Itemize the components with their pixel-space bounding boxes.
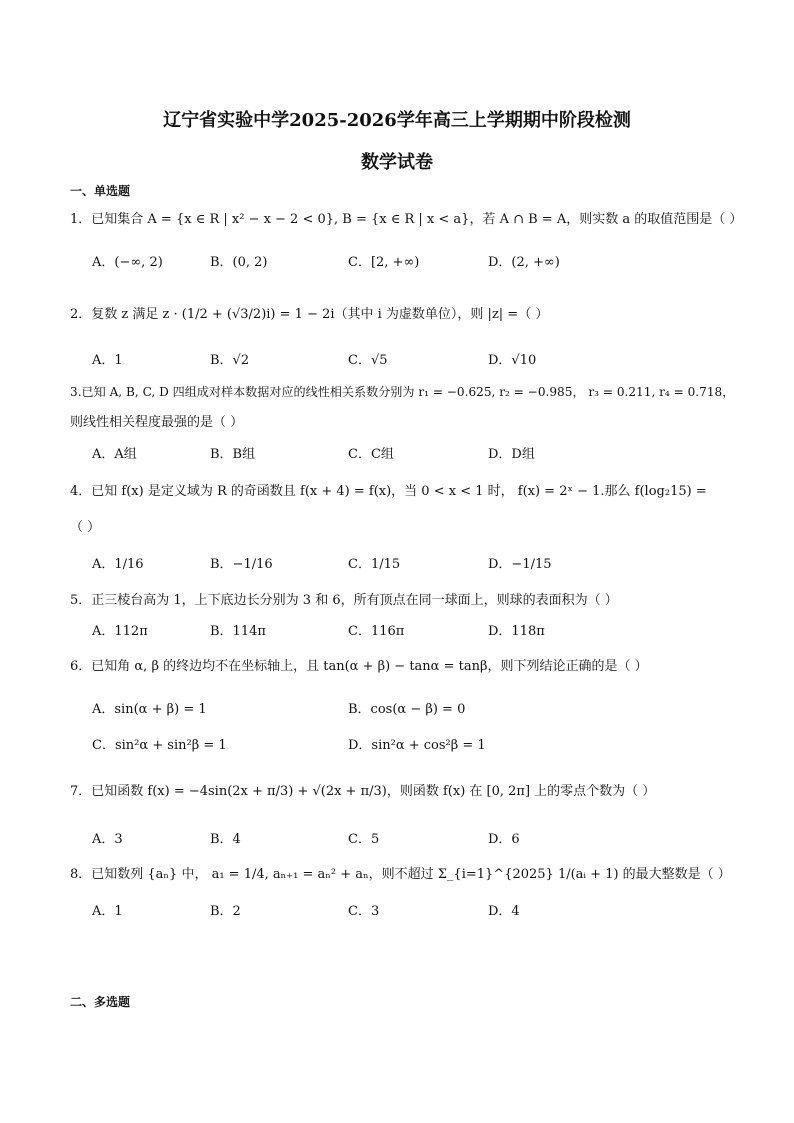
question-1-option-b: B．(0, 2) bbox=[210, 255, 268, 270]
question-3-option-b: B．B组 bbox=[210, 447, 256, 462]
question-4-stem-continued: （ ） bbox=[70, 520, 101, 535]
question-6-stem: 6．已知角 α, β 的终边均不在坐标轴上，且 tan(α + β) − tanα = tanβ，则下列结论正确的是（ ） bbox=[70, 659, 648, 674]
question-2-stem: 2．复数 z 满足 z · (1/2 + (√3/2)i) = 1 − 2i（其中 i 为虚数单位），则 |z| =（ ） bbox=[70, 307, 549, 322]
question-6-option-c: C．sin²α + sin²β = 1 bbox=[92, 738, 227, 753]
question-4-option-a: A．1/16 bbox=[92, 557, 144, 572]
question-2-option-b: B．√2 bbox=[210, 353, 250, 368]
question-2-option-d: D．√10 bbox=[488, 353, 537, 368]
question-5-stem: 5．正三棱台高为 1，上下底边长分别为 3 和 6，所有顶点在同一球面上，则球的表面积为（ ） bbox=[70, 593, 618, 608]
question-8-option-b: B．2 bbox=[210, 904, 241, 919]
question-1-option-a: A．(−∞, 2) bbox=[92, 255, 163, 270]
question-1-option-c: C．[2, +∞) bbox=[348, 255, 420, 270]
question-3-stem: 3.已知 A, B, C, D 四组成对样本数据对应的线性相关系数分别为 r₁ = −0.625, r₂ = −0.985， r₃ = 0.211, r₄ = 0.718， bbox=[70, 385, 735, 399]
question-2-option-c: C．√5 bbox=[348, 353, 388, 368]
question-4-option-b: B．−1/16 bbox=[210, 557, 273, 572]
question-8-option-a: A．1 bbox=[92, 904, 123, 919]
question-3-option-a: A．A组 bbox=[92, 447, 137, 462]
question-8-option-c: C．3 bbox=[348, 904, 380, 919]
question-6-option-d: D．sin²α + cos²β = 1 bbox=[348, 738, 486, 753]
question-1-stem: 1．已知集合 A = {x ∈ R | x² − x − 2 < 0}, B = {x ∈ R | x < a}，若 A ∩ B = A，则实数 a 的取值范围是（ ） bbox=[70, 212, 743, 227]
question-3-option-c: C．C组 bbox=[348, 447, 394, 462]
question-8-stem: 8．已知数列 {aₙ} 中， a₁ = 1/4, aₙ₊₁ = aₙ² + aₙ，则不超过 Σ_{i=1}^{2025} 1/(aᵢ + 1) 的最大整数是（ ） bbox=[70, 867, 731, 882]
question-4-stem: 4．已知 f(x) 是定义域为 R 的奇函数且 f(x + 4) = f(x)，当 0 < x < 1 时， f(x) = 2ˣ − 1.那么 f(log₂15) = bbox=[70, 484, 707, 499]
question-5-option-b: B．114π bbox=[210, 624, 266, 639]
question-4-option-c: C．1/15 bbox=[348, 557, 401, 572]
exam-title: 辽宁省实验中学2025-2026学年高三上学期期中阶段检测 bbox=[163, 110, 631, 131]
question-1-option-d: D．(2, +∞) bbox=[488, 255, 560, 270]
question-7-stem: 7．已知函数 f(x) = −4sin(2x + π/3) + √(2x + π/3)，则函数 f(x) 在 [0, 2π] 上的零点个数为（ ） bbox=[70, 784, 656, 799]
question-7-option-a: A．3 bbox=[92, 832, 123, 847]
question-7-option-d: D．6 bbox=[488, 832, 520, 847]
question-3-option-d: D．D组 bbox=[488, 447, 535, 462]
question-4-option-d: D．−1/15 bbox=[488, 557, 552, 572]
section-heading-multiple-choice: 二、多选题 bbox=[70, 995, 131, 1009]
question-3-stem-continued: 则线性相关程度最强的是（ ） bbox=[70, 415, 244, 430]
section-heading-single-choice: 一、单选题 bbox=[70, 184, 131, 198]
question-6-option-a: A．sin(α + β) = 1 bbox=[92, 702, 207, 717]
question-7-option-b: B．4 bbox=[210, 832, 241, 847]
question-5-option-a: A．112π bbox=[92, 624, 148, 639]
question-5-option-c: C．116π bbox=[348, 624, 405, 639]
question-8-option-d: D．4 bbox=[488, 904, 520, 919]
question-2-option-a: A．1 bbox=[92, 353, 123, 368]
question-5-option-d: D．118π bbox=[488, 624, 545, 639]
question-7-option-c: C．5 bbox=[348, 832, 380, 847]
exam-subtitle: 数学试卷 bbox=[361, 152, 433, 173]
question-6-option-b: B．cos(α − β) = 0 bbox=[348, 702, 466, 717]
